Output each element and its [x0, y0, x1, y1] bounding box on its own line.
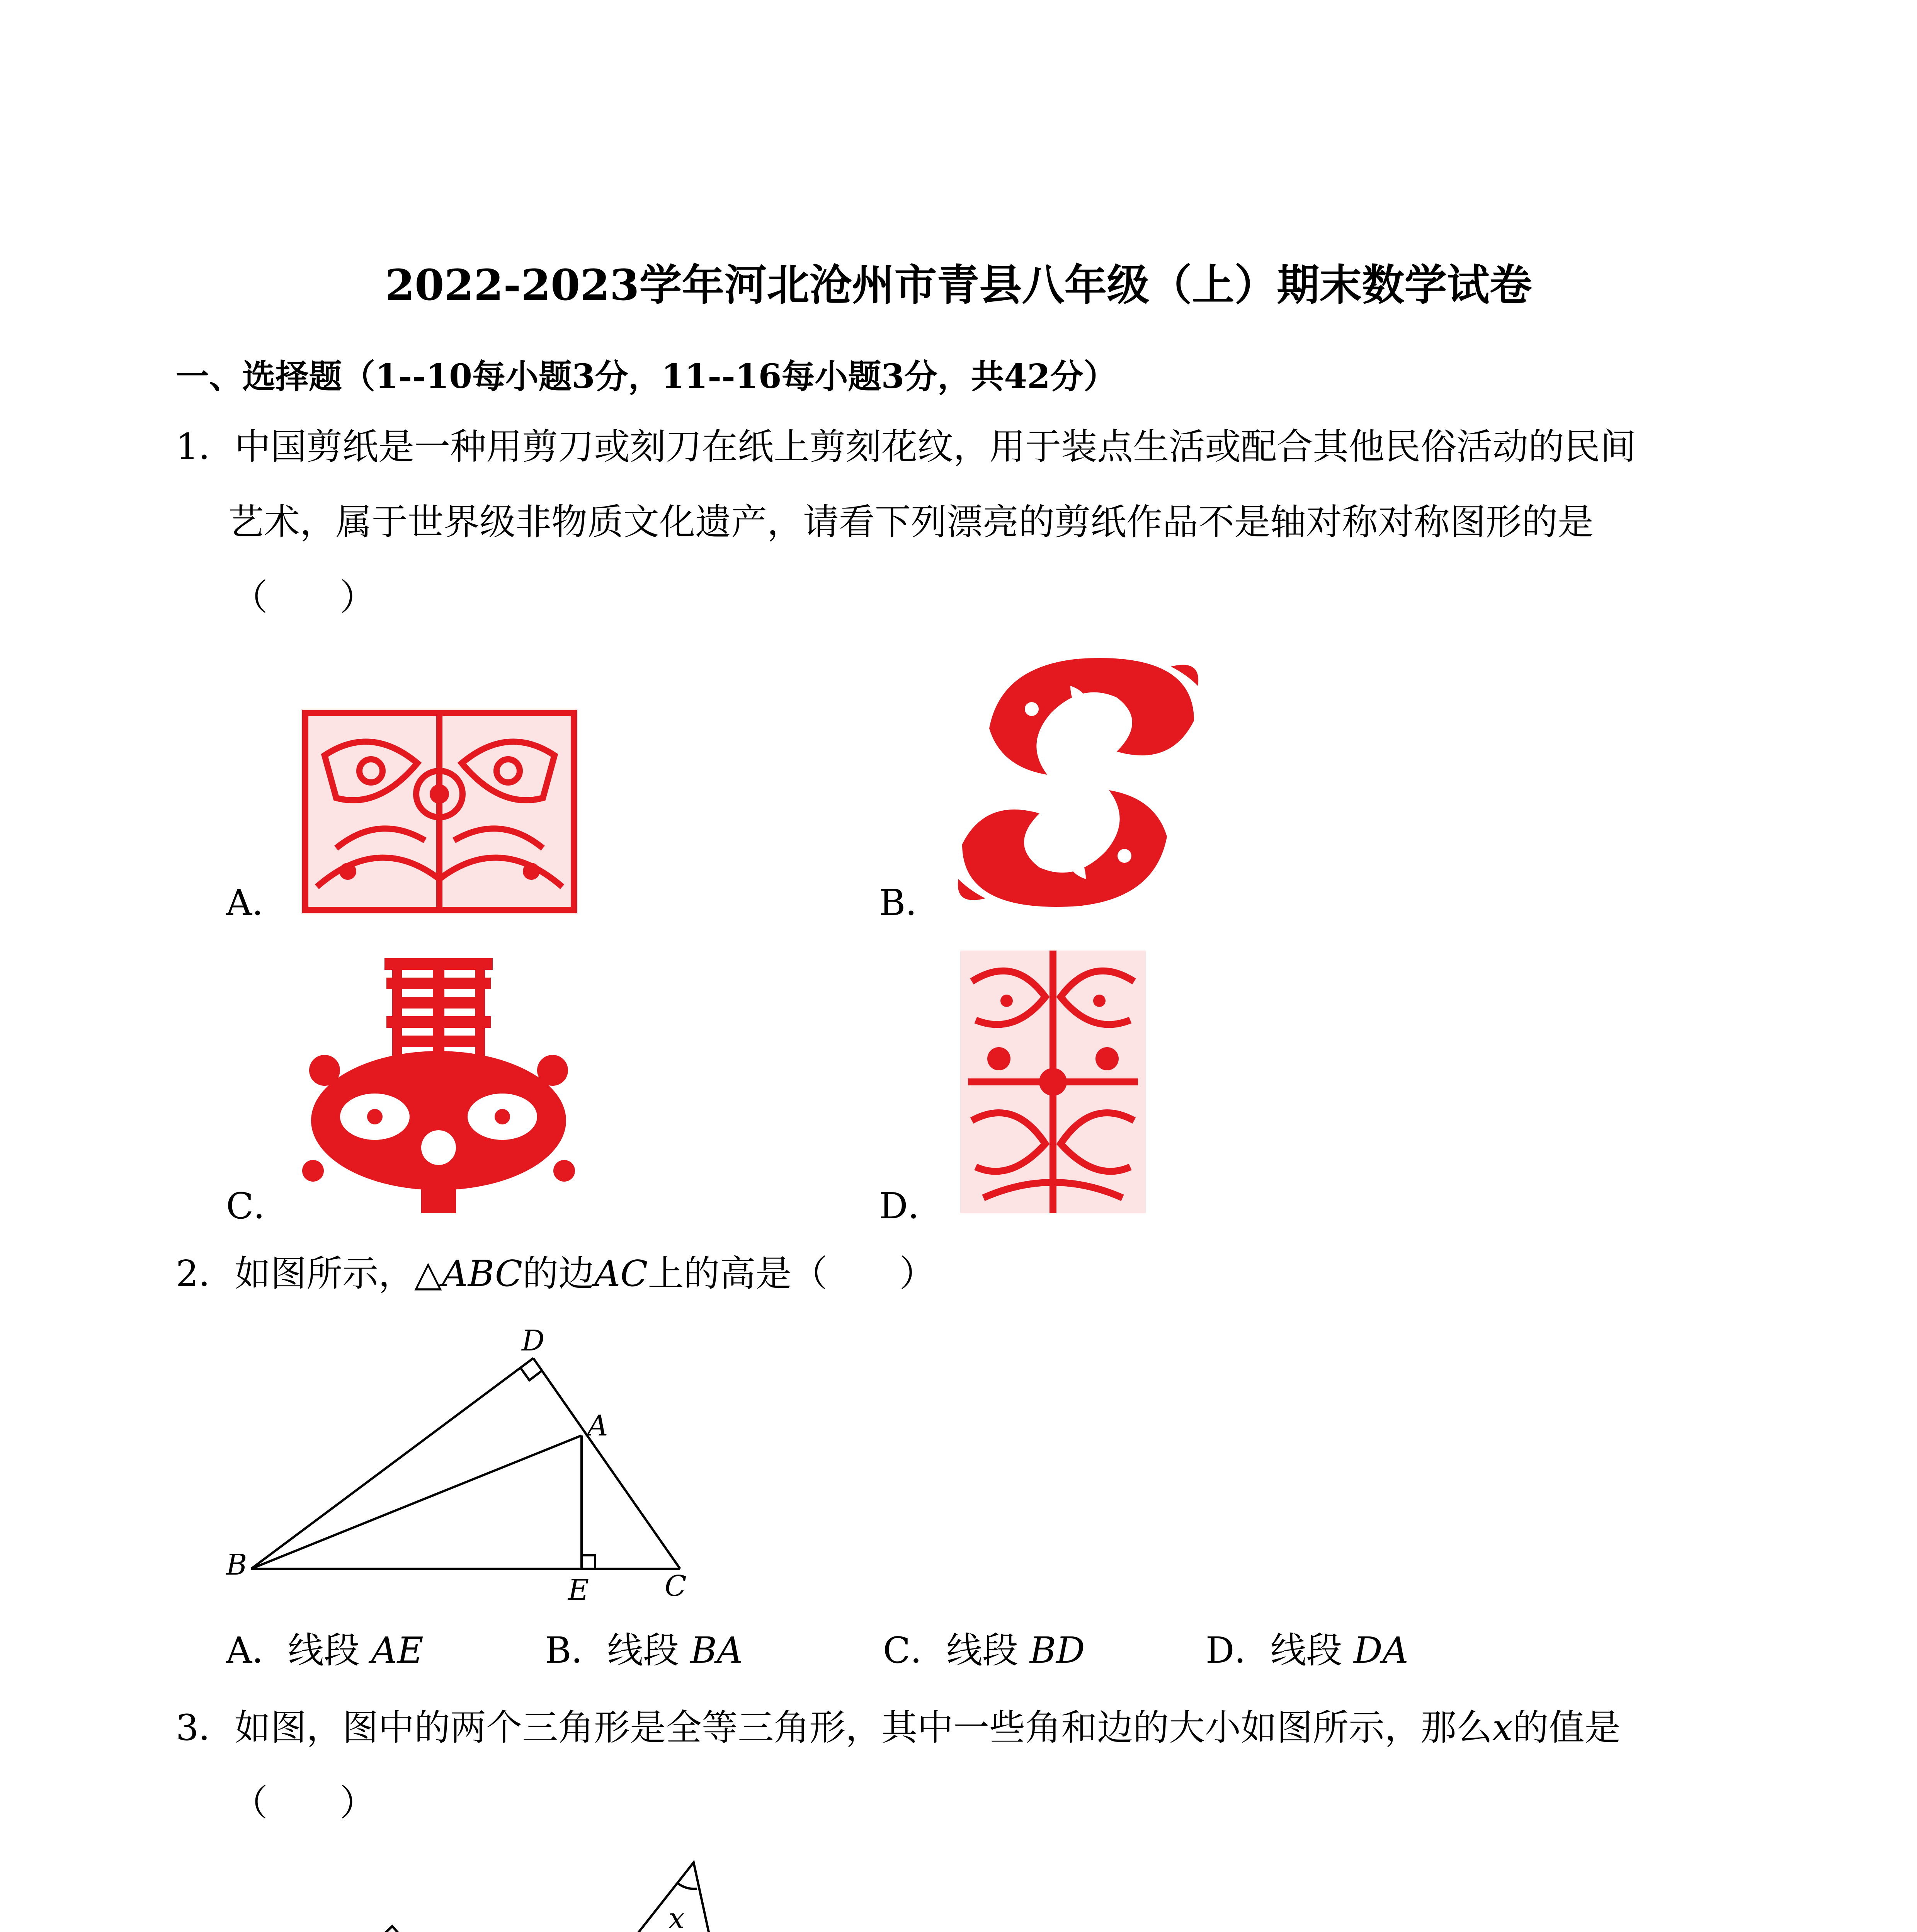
q1-option-d-label: D．	[879, 1185, 944, 1227]
papercut-d-image	[960, 951, 1146, 1213]
papercut-a-image	[301, 709, 578, 914]
q2-triangle-figure	[216, 1321, 719, 1607]
q1-line1: 1．中国剪纸是一种用剪刀或刻刀在纸上剪刻花纹，用于装点生活或配合其他民俗活动的民间	[176, 426, 1636, 468]
papercut-b-image	[954, 651, 1202, 914]
right-top-angle-x: x	[668, 1902, 685, 1932]
q1-paren: （ ）	[232, 577, 376, 618]
section-heading: 一、选择题（1--10每小题3分，11--16每小题3分，共42分）	[176, 357, 1117, 396]
q2-option-a: A．线段 AE	[226, 1629, 424, 1671]
label-e: E	[568, 1573, 589, 1607]
q2-option-d: D．线段 DA	[1206, 1629, 1408, 1671]
label-b: B	[226, 1548, 247, 1582]
q1-option-b-label: B．	[879, 882, 942, 923]
q3-triangles-figure	[216, 1862, 781, 1932]
q1-option-c-label: C．	[226, 1185, 290, 1227]
q1-option-a-label: A．	[226, 882, 288, 923]
label-c: C	[665, 1570, 687, 1603]
q2-option-b: B．线段 BA	[545, 1629, 743, 1671]
q2-text: 2．如图所示，△ABC的边AC上的高是（ ）	[176, 1253, 936, 1294]
q1-line2: 艺术，属于世界级非物质文化遗产，请看下列漂亮的剪纸作品不是轴对称对称图形的是	[228, 501, 1594, 543]
label-a: A	[587, 1409, 608, 1442]
label-d: D	[522, 1324, 545, 1357]
q3-paren: （ ）	[232, 1782, 376, 1824]
q2-option-c: C．线段 BD	[883, 1629, 1085, 1671]
papercut-c-image	[298, 954, 580, 1213]
page-title: 2022-2023学年河北沧州市青县八年级（上）期末数学试卷	[385, 260, 1532, 310]
q3-line1: 3．如图，图中的两个三角形是全等三角形，其中一些角和边的大小如图所示，那么x的值是	[176, 1707, 1621, 1748]
